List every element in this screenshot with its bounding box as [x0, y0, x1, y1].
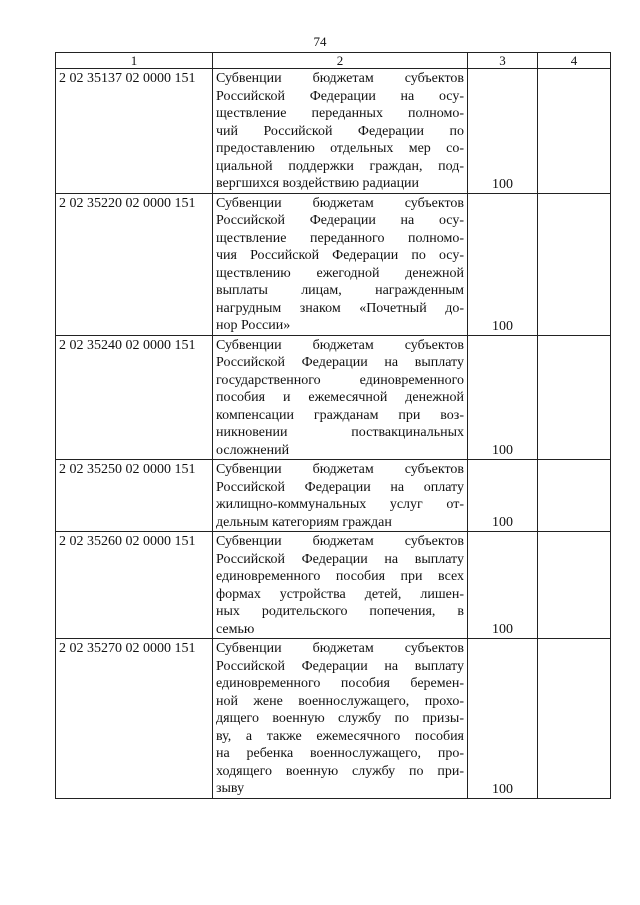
table-row [56, 639, 611, 799]
description-line: компенсации гражданам при воз- [216, 407, 464, 423]
description-line: чия Российской Федерации по осу- [216, 248, 464, 263]
subvention-table [55, 52, 611, 799]
description-cell [213, 335, 468, 460]
column-4-cell [538, 69, 611, 194]
table-row [56, 335, 611, 460]
description-line: Российской Федерации на осу- [216, 213, 464, 228]
description-line: ных родительского попечения, в [216, 604, 464, 619]
description-line: Субвенции бюджетам субъектов [216, 462, 464, 477]
budget-code: 2 02 35270 02 0000 151 [56, 639, 213, 799]
description-cell [213, 69, 468, 194]
header-col-1: 1 [56, 53, 213, 69]
description-line: дящего военную службу по призы- [216, 711, 464, 726]
description-line: Российской Федерации на выплату [216, 355, 464, 370]
description-line: осложнений [216, 442, 290, 458]
description-line: вергшихся воздействию радиации [216, 176, 420, 191]
description-cell [213, 532, 468, 639]
table-row [56, 69, 611, 194]
column-4-cell [538, 639, 611, 799]
column-4-cell [538, 532, 611, 639]
description-line: Российской Федерации на оплату [216, 479, 464, 495]
description-line: Субвенции бюджетам субъектов [216, 195, 464, 211]
description-cell [213, 460, 468, 532]
description-line: семью [216, 621, 255, 637]
header-col-4: 4 [538, 53, 611, 69]
table-row [56, 460, 611, 532]
amount-cell: 100 [468, 460, 538, 532]
description-line: формах устройства детей, лишен- [216, 586, 464, 602]
amount-cell: 100 [468, 335, 538, 460]
description-line: жилищно-коммунальных услуг от- [216, 497, 464, 512]
amount-cell: 100 [468, 193, 538, 335]
description-line: циальной поддержки граждан, под- [216, 158, 464, 174]
description-line: пособия и ежемесячной денежной [216, 390, 464, 405]
description-line: ву, а также ежемесячного пособия [216, 728, 464, 744]
amount-cell: 100 [468, 532, 538, 639]
column-4-cell [538, 193, 611, 335]
description-line: ществление переданного полномо- [216, 230, 464, 246]
description-line: ходящего военную службу по при- [216, 763, 464, 779]
description-line: зыву [216, 781, 245, 796]
budget-code: 2 02 35137 02 0000 151 [56, 69, 213, 194]
header-col-2: 2 [213, 53, 468, 69]
description-line: дельным категориям граждан [216, 514, 392, 530]
description-cell [213, 193, 468, 335]
table-header-row [56, 53, 611, 69]
description-line: на ребенка военнослужащего, про- [216, 746, 464, 761]
budget-code: 2 02 35250 02 0000 151 [56, 460, 213, 532]
description-line: никновении поствакцинальных [216, 425, 464, 440]
description-cell [213, 639, 468, 799]
description-line: Российской Федерации на выплату [216, 551, 464, 567]
description-line: нагрудным знаком «Почетный до- [216, 300, 464, 316]
column-4-cell [538, 460, 611, 532]
description-line: Субвенции бюджетам субъектов [216, 641, 464, 656]
description-line: нор России» [216, 318, 291, 333]
budget-code: 2 02 35220 02 0000 151 [56, 193, 213, 335]
description-line: единовременного пособия беремен- [216, 676, 464, 691]
description-line: Российской Федерации на выплату [216, 658, 464, 674]
budget-code: 2 02 35240 02 0000 151 [56, 335, 213, 460]
page-number: 74 [313, 34, 327, 49]
description-line: чий Российской Федерации по [216, 123, 464, 139]
column-4-cell [538, 335, 611, 460]
description-line: Субвенции бюджетам субъектов [216, 71, 464, 86]
description-line: Субвенции бюджетам субъектов [216, 534, 464, 549]
description-line: ществлению ежегодной денежной [216, 265, 464, 281]
description-line: единовременного пособия при всех [216, 569, 464, 584]
budget-code: 2 02 35260 02 0000 151 [56, 532, 213, 639]
description-line: Российской Федерации на осу- [216, 88, 464, 104]
table-row [56, 532, 611, 639]
amount-cell: 100 [468, 69, 538, 194]
description-line: государственного единовременного [216, 372, 464, 388]
description-line: Субвенции бюджетам субъектов [216, 337, 464, 353]
table-row [56, 193, 611, 335]
description-line: ществление переданных полномо- [216, 106, 464, 121]
amount-cell: 100 [468, 639, 538, 799]
table-body [56, 53, 611, 799]
description-line: ной жене военнослужащего, прохо- [216, 693, 464, 709]
header-col-3: 3 [468, 53, 538, 69]
description-line: выплаты лицам, награжденным [216, 283, 464, 298]
description-line: предоставлению отдельных мер со- [216, 141, 464, 156]
